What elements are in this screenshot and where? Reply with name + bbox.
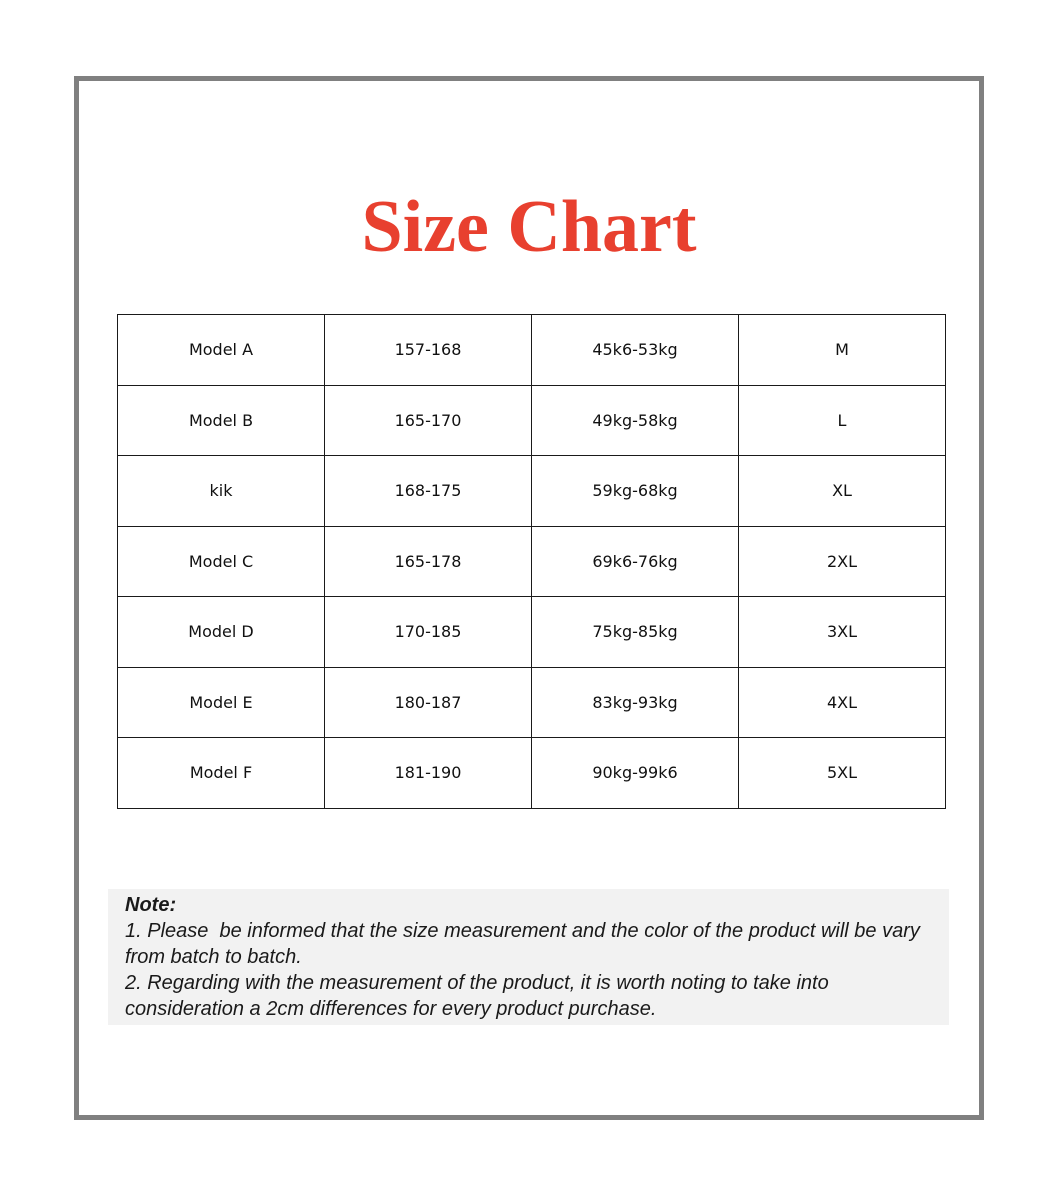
table-row xyxy=(118,385,946,456)
table-row xyxy=(118,667,946,738)
note-box xyxy=(108,889,949,1025)
size-cell: L xyxy=(739,385,946,456)
table-row xyxy=(118,526,946,597)
weight-cell: 83kg-93kg xyxy=(532,667,739,738)
size-table-body xyxy=(118,315,946,809)
size-cell: 2XL xyxy=(739,526,946,597)
size-cell: M xyxy=(739,315,946,386)
note-heading: Note: xyxy=(125,894,177,916)
table-row xyxy=(118,456,946,527)
size-cell: 4XL xyxy=(739,667,946,738)
height-cell: 165-178 xyxy=(325,526,532,597)
table-row xyxy=(118,315,946,386)
size-cell: XL xyxy=(739,456,946,527)
size-chart-frame xyxy=(74,76,984,1120)
model-cell: kik xyxy=(118,456,325,527)
height-cell: 181-190 xyxy=(325,738,532,809)
height-cell: 170-185 xyxy=(325,597,532,668)
note-line-2: 2. Regarding with the measurement of the product, it is worth noting to take into consideration a 2cm differences for every product purchase. xyxy=(125,972,835,1020)
model-cell: Model D xyxy=(118,597,325,668)
size-cell: 3XL xyxy=(739,597,946,668)
table-row xyxy=(118,597,946,668)
weight-cell: 75kg-85kg xyxy=(532,597,739,668)
table-row xyxy=(118,738,946,809)
note-line-1: 1. Please be informed that the size measurement and the color of the product will be vary from batch to batch. xyxy=(125,920,926,968)
page-title: Size Chart xyxy=(361,186,697,268)
weight-cell: 90kg-99k6 xyxy=(532,738,739,809)
weight-cell: 45k6-53kg xyxy=(532,315,739,386)
size-table xyxy=(117,314,946,809)
model-cell: Model F xyxy=(118,738,325,809)
model-cell: Model B xyxy=(118,385,325,456)
size-cell: 5XL xyxy=(739,738,946,809)
height-cell: 157-168 xyxy=(325,315,532,386)
height-cell: 168-175 xyxy=(325,456,532,527)
weight-cell: 69k6-76kg xyxy=(532,526,739,597)
height-cell: 180-187 xyxy=(325,667,532,738)
model-cell: Model C xyxy=(118,526,325,597)
weight-cell: 49kg-58kg xyxy=(532,385,739,456)
model-cell: Model E xyxy=(118,667,325,738)
model-cell: Model A xyxy=(118,315,325,386)
height-cell: 165-170 xyxy=(325,385,532,456)
weight-cell: 59kg-68kg xyxy=(532,456,739,527)
